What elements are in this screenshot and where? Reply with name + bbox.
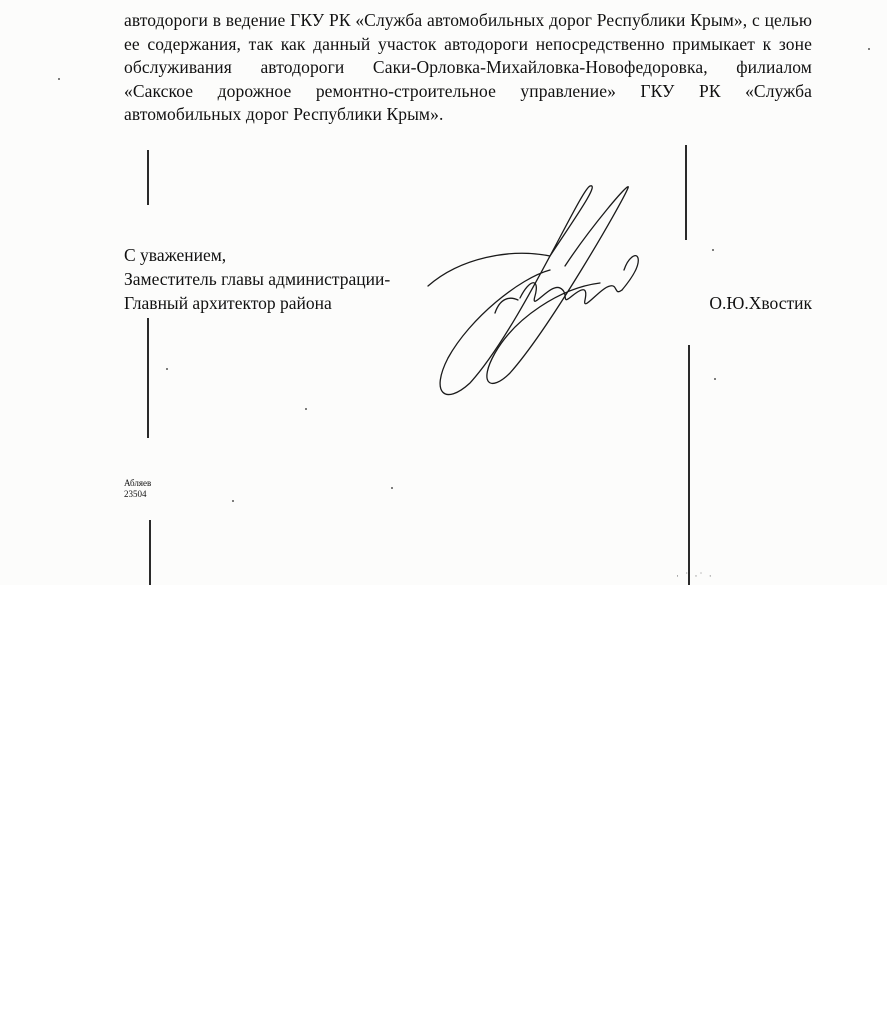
scan-speck (868, 48, 870, 50)
signer-position-line-1: Заместитель главы администрации- (124, 269, 391, 289)
scan-speck (305, 408, 307, 410)
scan-speck (391, 487, 393, 489)
scan-speck (58, 78, 60, 80)
scan-edge-line (149, 520, 151, 585)
scan-speck (166, 368, 168, 370)
scan-edge-line (147, 318, 149, 438)
letter-body-paragraph: автодороги в ведение ГКУ РК «Служба автомобильных дорог Республики Крым», с целью ее содержания, так как данный участок автодороги непосредственно примыкает к зоне обслуживания автодороги Саки-Орловка-Михайловка-Новофедоровка, филиалом «Сакское дорожное ремонтно-строительное управление» ГКУ РК «Служба автомобильных дорог Республики Крым». (124, 10, 812, 125)
scan-edge-line (147, 150, 149, 205)
executor-name: Абляев (124, 478, 152, 488)
scan-edge-line (688, 345, 690, 585)
scan-noise: · ˙ ·˙ · (676, 571, 714, 581)
closing-block (124, 243, 390, 315)
scan-speck (712, 249, 714, 251)
scan-edge-line (685, 145, 687, 240)
executor-phone: 23504 (124, 489, 147, 499)
handwritten-signature (400, 178, 650, 403)
scan-speck (714, 378, 716, 380)
executor-block (124, 478, 151, 500)
scan-speck (232, 500, 234, 502)
signer-position-line-2: Главный архитектор района (124, 293, 332, 313)
signer-name: О.Ю.Хвостик (709, 293, 812, 313)
closing-salutation: С уважением, (124, 245, 227, 265)
